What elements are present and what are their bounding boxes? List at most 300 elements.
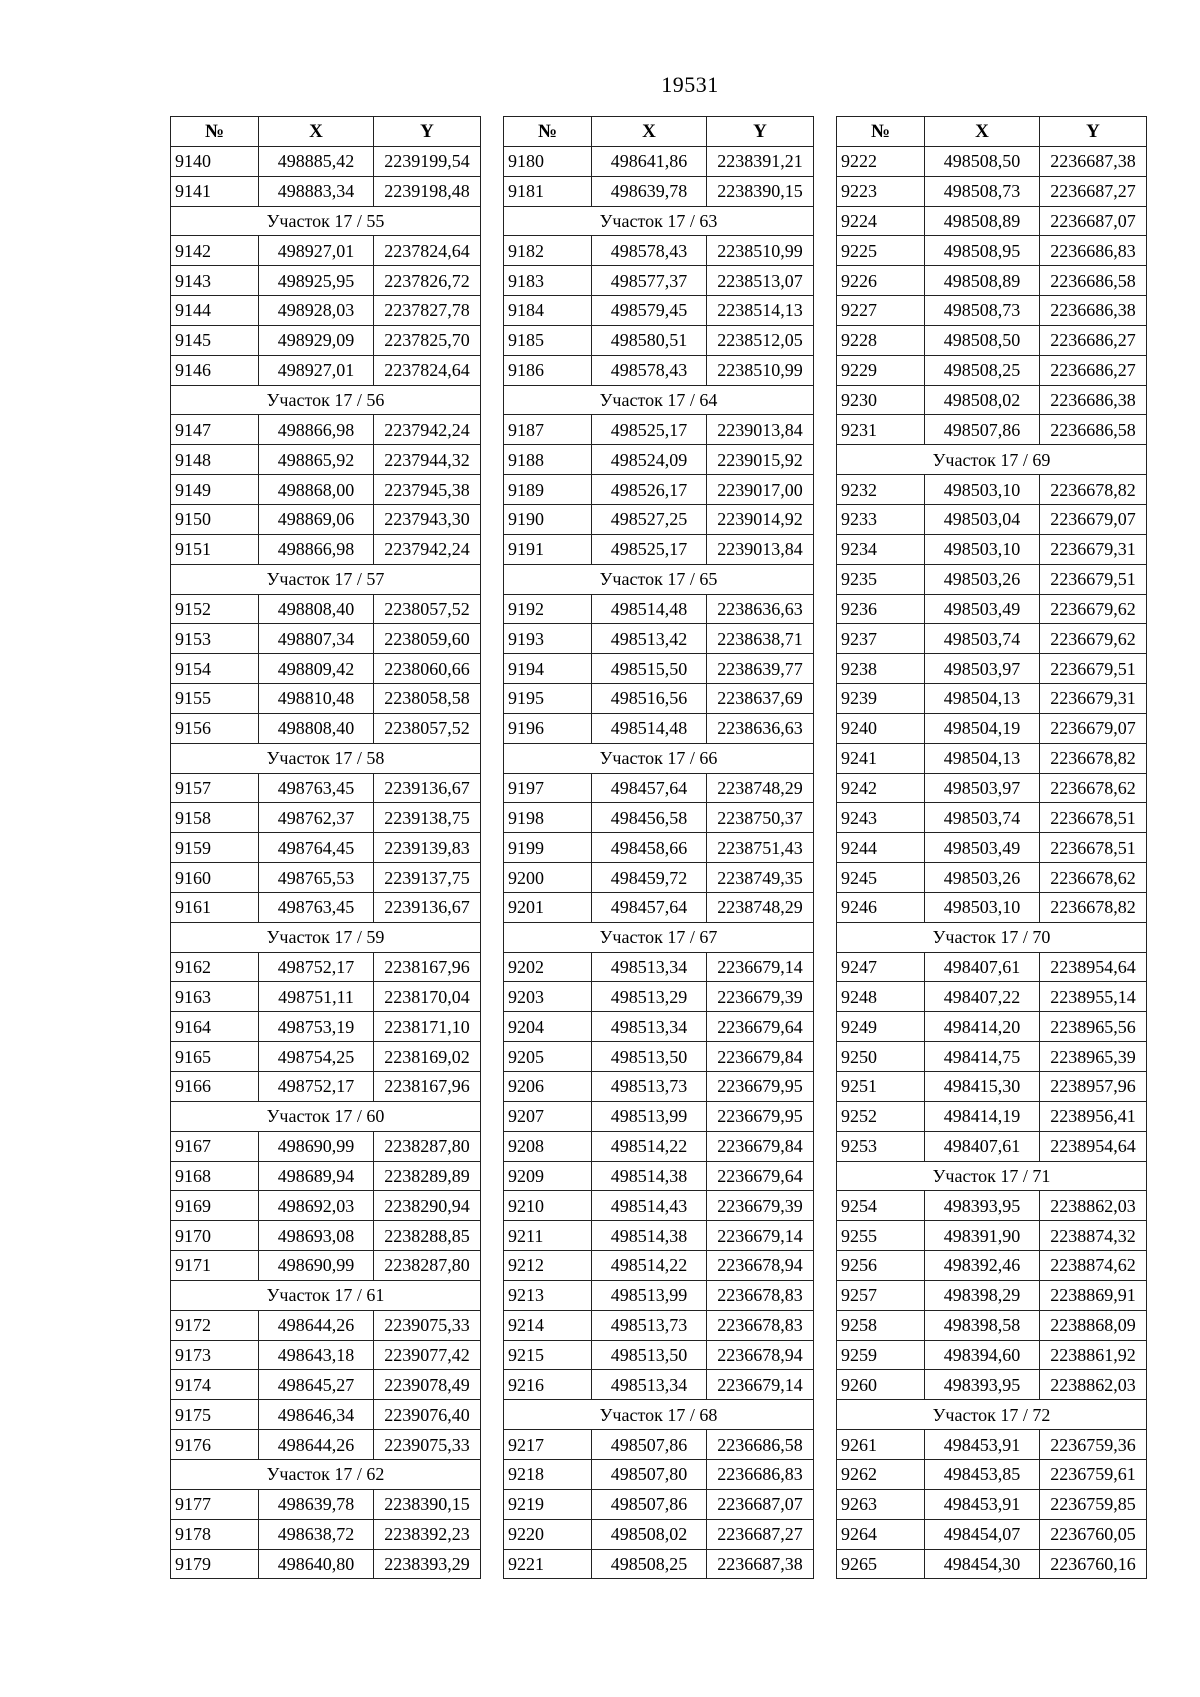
y-coordinate-cell: 2238058,58 (374, 684, 481, 714)
x-coordinate-cell: 498693,08 (259, 1221, 374, 1251)
y-coordinate-cell: 2237944,32 (374, 445, 481, 475)
x-coordinate-cell: 498639,78 (259, 1489, 374, 1519)
table-row (171, 1131, 481, 1161)
y-coordinate-cell: 2238862,03 (1040, 1370, 1147, 1400)
x-coordinate-cell: 498753,19 (259, 1012, 374, 1042)
y-coordinate-cell: 2238289,89 (374, 1161, 481, 1191)
x-coordinate-cell: 498869,06 (259, 504, 374, 534)
point-number-cell: 9253 (837, 1131, 925, 1161)
y-coordinate-cell: 2238874,32 (1040, 1221, 1147, 1251)
x-coordinate-cell: 498577,37 (592, 266, 707, 296)
table-row (171, 296, 481, 326)
y-coordinate-cell: 2236678,62 (1040, 863, 1147, 893)
table-row (171, 1072, 481, 1102)
x-coordinate-cell: 498514,38 (592, 1161, 707, 1191)
x-coordinate-cell: 498407,22 (925, 982, 1040, 1012)
table-row (504, 1101, 814, 1131)
point-number-cell: 9198 (504, 803, 592, 833)
point-number-cell: 9245 (837, 863, 925, 893)
table-row (837, 415, 1147, 445)
y-coordinate-cell: 2236679,39 (707, 1191, 814, 1221)
x-coordinate-cell: 498928,03 (259, 296, 374, 326)
y-coordinate-cell: 2236687,38 (707, 1549, 814, 1579)
x-coordinate-cell: 498393,95 (925, 1191, 1040, 1221)
x-coordinate-cell: 498580,51 (592, 325, 707, 355)
y-coordinate-cell: 2236678,82 (1040, 892, 1147, 922)
y-coordinate-cell: 2236678,82 (1040, 475, 1147, 505)
y-coordinate-cell: 2238390,15 (707, 176, 814, 206)
x-coordinate-cell: 498690,99 (259, 1131, 374, 1161)
table-row (171, 1430, 481, 1460)
point-number-cell: 9205 (504, 1042, 592, 1072)
x-coordinate-cell: 498927,01 (259, 355, 374, 385)
table-row (171, 475, 481, 505)
x-coordinate-cell: 498929,09 (259, 325, 374, 355)
section-label: Участок 17 / 68 (504, 1400, 814, 1430)
x-coordinate-cell: 498526,17 (592, 475, 707, 505)
x-coordinate-cell: 498508,50 (925, 325, 1040, 355)
point-number-cell: 9255 (837, 1221, 925, 1251)
y-coordinate-cell: 2238637,69 (707, 684, 814, 714)
y-coordinate-cell: 2237824,64 (374, 236, 481, 266)
point-number-cell: 9157 (171, 773, 259, 803)
point-number-cell: 9201 (504, 892, 592, 922)
y-coordinate-cell: 2236679,07 (1040, 713, 1147, 743)
point-number-cell: 9237 (837, 624, 925, 654)
table-row (504, 1430, 814, 1460)
table-row (504, 1161, 814, 1191)
table-row (504, 1310, 814, 1340)
page-number: 19531 (661, 72, 719, 97)
table-row (504, 1370, 814, 1400)
y-coordinate-cell: 2238955,14 (1040, 982, 1147, 1012)
point-number-cell: 9142 (171, 236, 259, 266)
y-coordinate-cell: 2239078,49 (374, 1370, 481, 1400)
point-number-cell: 9174 (171, 1370, 259, 1400)
table-row (171, 415, 481, 445)
table-row (171, 654, 481, 684)
point-number-cell: 9207 (504, 1101, 592, 1131)
x-coordinate-cell: 498392,46 (925, 1251, 1040, 1281)
coordinates-table-1 (170, 116, 481, 1579)
y-coordinate-cell: 2236679,14 (707, 1221, 814, 1251)
table-row (504, 1549, 814, 1579)
table-header-row (504, 117, 814, 147)
x-coordinate-cell: 498503,10 (925, 475, 1040, 505)
point-number-cell: 9161 (171, 892, 259, 922)
table-row (504, 1012, 814, 1042)
table-row (504, 355, 814, 385)
y-coordinate-cell: 2236678,62 (1040, 773, 1147, 803)
y-coordinate-cell: 2236679,64 (707, 1012, 814, 1042)
point-number-cell: 9240 (837, 713, 925, 743)
table-row (837, 176, 1147, 206)
point-number-cell: 9153 (171, 624, 259, 654)
table-header-row (171, 117, 481, 147)
y-coordinate-cell: 2237825,70 (374, 325, 481, 355)
x-coordinate-cell: 498514,22 (592, 1131, 707, 1161)
point-number-cell: 9213 (504, 1280, 592, 1310)
table-row (171, 773, 481, 803)
point-number-cell: 9260 (837, 1370, 925, 1400)
table-row (837, 1310, 1147, 1340)
table-row (171, 534, 481, 564)
section-header-row (837, 922, 1147, 952)
point-number-cell: 9189 (504, 475, 592, 505)
table-row (504, 1251, 814, 1281)
y-coordinate-cell: 2239138,75 (374, 803, 481, 833)
y-coordinate-cell: 2238392,23 (374, 1519, 481, 1549)
y-coordinate-cell: 2236678,94 (707, 1340, 814, 1370)
table-row (171, 1012, 481, 1042)
section-label: Участок 17 / 58 (171, 743, 481, 773)
y-coordinate-cell: 2238391,21 (707, 146, 814, 176)
point-number-cell: 9148 (171, 445, 259, 475)
y-coordinate-cell: 2236759,36 (1040, 1430, 1147, 1460)
point-number-cell: 9204 (504, 1012, 592, 1042)
x-coordinate-cell: 498407,61 (925, 1131, 1040, 1161)
table-row (837, 1191, 1147, 1221)
table-row (504, 833, 814, 863)
y-coordinate-cell: 2239075,33 (374, 1310, 481, 1340)
point-number-cell: 9185 (504, 325, 592, 355)
x-coordinate-cell: 498453,91 (925, 1489, 1040, 1519)
x-coordinate-cell: 498883,34 (259, 176, 374, 206)
x-coordinate-cell: 498504,19 (925, 713, 1040, 743)
point-number-cell: 9235 (837, 564, 925, 594)
point-number-cell: 9197 (504, 773, 592, 803)
point-number-cell: 9159 (171, 833, 259, 863)
point-number-cell: 9250 (837, 1042, 925, 1072)
x-coordinate-cell: 498507,86 (925, 415, 1040, 445)
x-coordinate-cell: 498810,48 (259, 684, 374, 714)
point-number-cell: 9152 (171, 594, 259, 624)
section-header-row (171, 1280, 481, 1310)
x-coordinate-cell: 498503,49 (925, 833, 1040, 863)
x-coordinate-cell: 498415,30 (925, 1072, 1040, 1102)
section-label: Участок 17 / 61 (171, 1280, 481, 1310)
table-row (504, 654, 814, 684)
x-coordinate-cell: 498639,78 (592, 176, 707, 206)
section-label: Участок 17 / 65 (504, 564, 814, 594)
point-number-cell: 9226 (837, 266, 925, 296)
table-row (837, 1280, 1147, 1310)
x-coordinate-cell: 498456,58 (592, 803, 707, 833)
point-number-cell: 9183 (504, 266, 592, 296)
x-coordinate-cell: 498643,18 (259, 1340, 374, 1370)
y-coordinate-cell: 2236679,95 (707, 1072, 814, 1102)
point-number-cell: 9225 (837, 236, 925, 266)
y-coordinate-cell: 2238288,85 (374, 1221, 481, 1251)
table-row (837, 236, 1147, 266)
x-coordinate-cell: 498578,43 (592, 236, 707, 266)
table-row (837, 355, 1147, 385)
point-number-cell: 9239 (837, 684, 925, 714)
y-coordinate-cell: 2238514,13 (707, 296, 814, 326)
table-row (171, 1489, 481, 1519)
y-coordinate-cell: 2238393,29 (374, 1549, 481, 1579)
point-number-cell: 9173 (171, 1340, 259, 1370)
table-row (171, 1400, 481, 1430)
point-number-cell: 9184 (504, 296, 592, 326)
point-number-cell: 9177 (171, 1489, 259, 1519)
y-coordinate-cell: 2238874,62 (1040, 1251, 1147, 1281)
table-row (837, 624, 1147, 654)
x-coordinate-cell: 498504,13 (925, 743, 1040, 773)
point-number-cell: 9238 (837, 654, 925, 684)
table-row (171, 176, 481, 206)
header-number: № (837, 117, 925, 147)
point-number-cell: 9163 (171, 982, 259, 1012)
table-row (504, 773, 814, 803)
point-number-cell: 9212 (504, 1251, 592, 1281)
point-number-cell: 9169 (171, 1191, 259, 1221)
point-number-cell: 9220 (504, 1519, 592, 1549)
table-row (837, 1131, 1147, 1161)
y-coordinate-cell: 2237824,64 (374, 355, 481, 385)
x-coordinate-cell: 498513,50 (592, 1042, 707, 1072)
x-coordinate-cell: 498513,34 (592, 1012, 707, 1042)
y-coordinate-cell: 2237942,24 (374, 534, 481, 564)
point-number-cell: 9252 (837, 1101, 925, 1131)
table-row (504, 1221, 814, 1251)
x-coordinate-cell: 498927,01 (259, 236, 374, 266)
y-coordinate-cell: 2237942,24 (374, 415, 481, 445)
y-coordinate-cell: 2236687,27 (1040, 176, 1147, 206)
table-row (171, 266, 481, 296)
section-header-row (837, 445, 1147, 475)
y-coordinate-cell: 2236679,31 (1040, 534, 1147, 564)
y-coordinate-cell: 2238965,56 (1040, 1012, 1147, 1042)
table-row (504, 803, 814, 833)
point-number-cell: 9244 (837, 833, 925, 863)
x-coordinate-cell: 498524,09 (592, 445, 707, 475)
table-row (504, 594, 814, 624)
section-header-row (171, 922, 481, 952)
x-coordinate-cell: 498398,58 (925, 1310, 1040, 1340)
table-row (504, 892, 814, 922)
y-coordinate-cell: 2236678,51 (1040, 833, 1147, 863)
x-coordinate-cell: 498527,25 (592, 504, 707, 534)
point-number-cell: 9150 (171, 504, 259, 534)
y-coordinate-cell: 2236760,05 (1040, 1519, 1147, 1549)
y-coordinate-cell: 2238287,80 (374, 1131, 481, 1161)
section-label: Участок 17 / 71 (837, 1161, 1147, 1191)
x-coordinate-cell: 498503,26 (925, 863, 1040, 893)
x-coordinate-cell: 498508,73 (925, 176, 1040, 206)
table-row (504, 236, 814, 266)
y-coordinate-cell: 2238171,10 (374, 1012, 481, 1042)
point-number-cell: 9234 (837, 534, 925, 564)
x-coordinate-cell: 498765,53 (259, 863, 374, 893)
point-number-cell: 9247 (837, 952, 925, 982)
x-coordinate-cell: 498507,80 (592, 1459, 707, 1489)
x-coordinate-cell: 498752,17 (259, 952, 374, 982)
table-row (837, 266, 1147, 296)
x-coordinate-cell: 498763,45 (259, 892, 374, 922)
point-number-cell: 9191 (504, 534, 592, 564)
x-coordinate-cell: 498751,11 (259, 982, 374, 1012)
y-coordinate-cell: 2236686,27 (1040, 325, 1147, 355)
x-coordinate-cell: 498641,86 (592, 146, 707, 176)
table-row (837, 534, 1147, 564)
point-number-cell: 9144 (171, 296, 259, 326)
x-coordinate-cell: 498393,95 (925, 1370, 1040, 1400)
point-number-cell: 9262 (837, 1459, 925, 1489)
section-label: Участок 17 / 67 (504, 922, 814, 952)
x-coordinate-cell: 498454,07 (925, 1519, 1040, 1549)
y-coordinate-cell: 2238749,35 (707, 863, 814, 893)
table-row (837, 803, 1147, 833)
point-number-cell: 9236 (837, 594, 925, 624)
table-row (837, 684, 1147, 714)
point-number-cell: 9261 (837, 1430, 925, 1460)
point-number-cell: 9221 (504, 1549, 592, 1579)
y-coordinate-cell: 2236678,82 (1040, 743, 1147, 773)
x-coordinate-cell: 498508,25 (592, 1549, 707, 1579)
table-row (504, 1131, 814, 1161)
x-coordinate-cell: 498503,10 (925, 892, 1040, 922)
y-coordinate-cell: 2239136,67 (374, 892, 481, 922)
point-number-cell: 9160 (171, 863, 259, 893)
x-coordinate-cell: 498644,26 (259, 1430, 374, 1460)
table-row (837, 1042, 1147, 1072)
point-number-cell: 9258 (837, 1310, 925, 1340)
y-coordinate-cell: 2238290,94 (374, 1191, 481, 1221)
point-number-cell: 9178 (171, 1519, 259, 1549)
x-coordinate-cell: 498809,42 (259, 654, 374, 684)
point-number-cell: 9162 (171, 952, 259, 982)
point-number-cell: 9265 (837, 1549, 925, 1579)
x-coordinate-cell: 498513,99 (592, 1101, 707, 1131)
point-number-cell: 9156 (171, 713, 259, 743)
table-row (504, 1280, 814, 1310)
section-label: Участок 17 / 69 (837, 445, 1147, 475)
section-label: Участок 17 / 60 (171, 1101, 481, 1131)
point-number-cell: 9249 (837, 1012, 925, 1042)
section-label: Участок 17 / 72 (837, 1400, 1147, 1430)
y-coordinate-cell: 2236687,07 (707, 1489, 814, 1519)
x-coordinate-cell: 498689,94 (259, 1161, 374, 1191)
header-x: X (259, 117, 374, 147)
x-coordinate-cell: 498885,42 (259, 146, 374, 176)
header-x: X (925, 117, 1040, 147)
table-row (504, 475, 814, 505)
x-coordinate-cell: 498513,34 (592, 952, 707, 982)
table-row (504, 624, 814, 654)
point-number-cell: 9166 (171, 1072, 259, 1102)
x-coordinate-cell: 498513,50 (592, 1340, 707, 1370)
x-coordinate-cell: 498513,29 (592, 982, 707, 1012)
y-coordinate-cell: 2236687,38 (1040, 146, 1147, 176)
x-coordinate-cell: 498508,25 (925, 355, 1040, 385)
y-coordinate-cell: 2238748,29 (707, 773, 814, 803)
table-row (504, 1191, 814, 1221)
point-number-cell: 9181 (504, 176, 592, 206)
table-row (504, 504, 814, 534)
point-number-cell: 9209 (504, 1161, 592, 1191)
y-coordinate-cell: 2236678,83 (707, 1310, 814, 1340)
table-row (504, 1072, 814, 1102)
point-number-cell: 9168 (171, 1161, 259, 1191)
x-coordinate-cell: 498454,30 (925, 1549, 1040, 1579)
point-number-cell: 9165 (171, 1042, 259, 1072)
table-row (171, 236, 481, 266)
point-number-cell: 9222 (837, 146, 925, 176)
point-number-cell: 9219 (504, 1489, 592, 1519)
point-number-cell: 9259 (837, 1340, 925, 1370)
x-coordinate-cell: 498808,40 (259, 713, 374, 743)
table-row (171, 803, 481, 833)
x-coordinate-cell: 498645,27 (259, 1370, 374, 1400)
point-number-cell: 9143 (171, 266, 259, 296)
table-row (837, 146, 1147, 176)
x-coordinate-cell: 498507,86 (592, 1430, 707, 1460)
point-number-cell: 9188 (504, 445, 592, 475)
y-coordinate-cell: 2238060,66 (374, 654, 481, 684)
x-coordinate-cell: 498507,86 (592, 1489, 707, 1519)
x-coordinate-cell: 498457,64 (592, 773, 707, 803)
table-row (837, 504, 1147, 534)
point-number-cell: 9229 (837, 355, 925, 385)
point-number-cell: 9192 (504, 594, 592, 624)
x-coordinate-cell: 498754,25 (259, 1042, 374, 1072)
section-label: Участок 17 / 57 (171, 564, 481, 594)
point-number-cell: 9187 (504, 415, 592, 445)
point-number-cell: 9231 (837, 415, 925, 445)
y-coordinate-cell: 2236679,14 (707, 952, 814, 982)
table-row (171, 684, 481, 714)
table-row (504, 1459, 814, 1489)
x-coordinate-cell: 498638,72 (259, 1519, 374, 1549)
y-coordinate-cell: 2236679,14 (707, 1370, 814, 1400)
x-coordinate-cell: 498508,73 (925, 296, 1040, 326)
x-coordinate-cell: 498525,17 (592, 415, 707, 445)
point-number-cell: 9242 (837, 773, 925, 803)
y-coordinate-cell: 2236759,85 (1040, 1489, 1147, 1519)
table-row (504, 1340, 814, 1370)
y-coordinate-cell: 2239077,42 (374, 1340, 481, 1370)
section-label: Участок 17 / 66 (504, 743, 814, 773)
y-coordinate-cell: 2237945,38 (374, 475, 481, 505)
y-coordinate-cell: 2236686,58 (707, 1430, 814, 1460)
table-row (171, 504, 481, 534)
table-row (837, 594, 1147, 624)
x-coordinate-cell: 498504,13 (925, 684, 1040, 714)
x-coordinate-cell: 498513,34 (592, 1370, 707, 1400)
x-coordinate-cell: 498503,49 (925, 594, 1040, 624)
y-coordinate-cell: 2236686,83 (707, 1459, 814, 1489)
y-coordinate-cell: 2238956,41 (1040, 1101, 1147, 1131)
header-number: № (171, 117, 259, 147)
section-header-row (171, 1459, 481, 1489)
point-number-cell: 9146 (171, 355, 259, 385)
point-number-cell: 9180 (504, 146, 592, 176)
point-number-cell: 9195 (504, 684, 592, 714)
y-coordinate-cell: 2238170,04 (374, 982, 481, 1012)
table-row (504, 325, 814, 355)
table-row (171, 1519, 481, 1549)
table-row (171, 713, 481, 743)
table-row (504, 146, 814, 176)
x-coordinate-cell: 498578,43 (592, 355, 707, 385)
point-number-cell: 9193 (504, 624, 592, 654)
header-y: Y (1040, 117, 1147, 147)
x-coordinate-cell: 498503,26 (925, 564, 1040, 594)
point-number-cell: 9230 (837, 385, 925, 415)
table-row (504, 1042, 814, 1072)
y-coordinate-cell: 2238510,99 (707, 355, 814, 385)
